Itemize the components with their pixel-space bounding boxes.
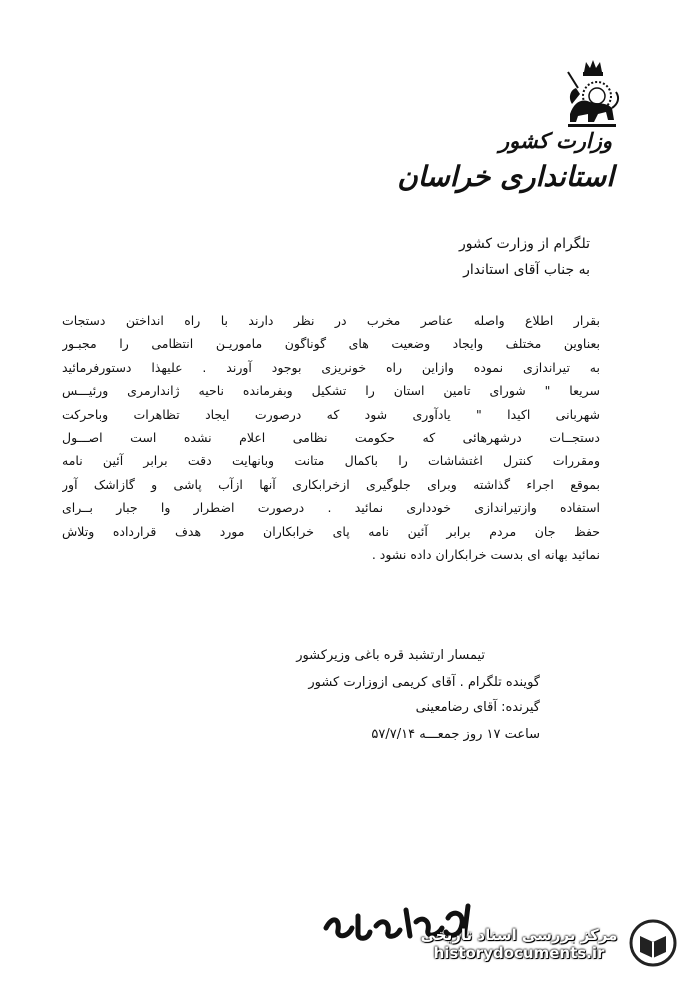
body-line: نمائید بهانه ای بدست خرابکاران داده نشود .: [371, 547, 600, 563]
telegram-from: تلگرام از وزارت کشور: [458, 236, 590, 252]
body-line: دستجــات درشهرهائی که حکومت نظامی اعلام نشده است اصـــول: [62, 430, 600, 446]
body-line: به تیراندازی نموده وازاین راه خونریزی بوجود آورند . علیهذا دستورفرمائید: [62, 359, 600, 375]
body-line: بموقع اجراء گذاشته وبرای جلوگیری ازخرابکاری آنها ازآب پاشی و گازاشک آور: [62, 476, 600, 492]
book-circle-logo-icon: [628, 918, 678, 968]
ministry-title: وزارت کشور: [498, 128, 612, 153]
governorate-title: استانداری خراسان: [397, 160, 614, 193]
body-line: شهربانی اکیدا " یادآوری شود که درصورت ایجاد تظاهرات وباحرکت: [62, 406, 600, 422]
timestamp-line: ساعت ۱۷ روز جمعـــه ۵۷/۷/۱۴: [371, 727, 540, 742]
body-line: بعناوین مختلف وایجاد وضعیت های گوناگون ماموریـن انتظامی را مجبـور: [62, 336, 600, 352]
signer-line: تیمسار ارتشبد قره باغی وزیرکشور: [296, 648, 485, 663]
receiver-line: گیرنده: آقای رضامعینی: [415, 700, 540, 715]
letter-body: [62, 309, 600, 566]
body-line: ومقررات کنترل اغتشاشات را باکمال متانت وبانهایت دقت برابر آئین نامه: [62, 453, 600, 469]
recipient: به جناب آقای استاندار: [463, 262, 590, 278]
watermark-url: historydocuments.ir: [433, 944, 605, 962]
watermark: [414, 926, 624, 962]
sender-line: گوینده تلگرام . آقای کریمی ازوزارت کشور: [308, 675, 540, 690]
body-line: حفظ جان مردم برابر آئین نامه پای خرابکاران مورد هدف قرارداده وتلاش: [62, 523, 600, 539]
lion-and-sun-crown-emblem: [564, 58, 622, 132]
body-line: بقرار اطلاع واصله عناصر مخرب در نظر دارند با راه انداختن دستجات: [62, 313, 600, 328]
body-line: سریعا " شورای تامین استان را تشکیل وبفرمانده ناحیه ژاندارمری ورئیـــس: [62, 383, 600, 399]
watermark-name: مرکز بررسی اسناد تاریخی: [420, 926, 618, 944]
body-line: استفاده وازتیراندازی خودداری نمائید . درصورت اضطرار وا جبار بــرای: [62, 500, 600, 516]
